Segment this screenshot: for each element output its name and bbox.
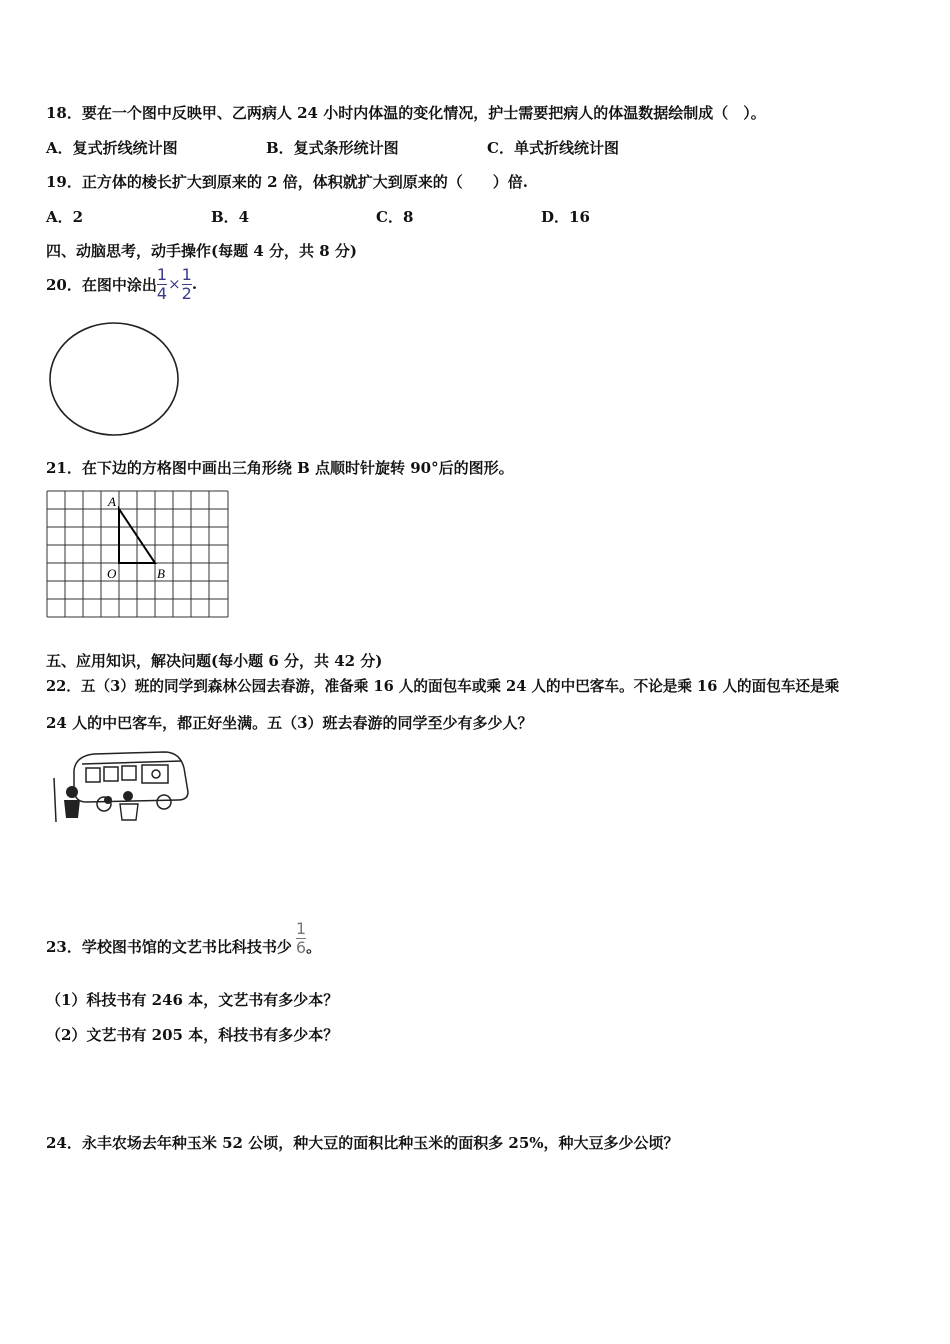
q23-sub2: （2）文艺书有 205 本，科技书有多少本？ bbox=[46, 1026, 339, 1044]
q23-frac-den: 6 bbox=[295, 937, 307, 957]
q19-option-d[interactable]: D．16 bbox=[541, 208, 590, 226]
q18-option-a[interactable]: A．复式折线统计图 bbox=[46, 139, 178, 157]
q19-option-b[interactable]: B．4 bbox=[211, 208, 250, 226]
q22-line1: 22．五（3）班的同学到森林公园去春游，准备乘 16 人的面包车或乘 24 人的中巴客车。不论是乘 16 人的面包车还是乘 bbox=[46, 678, 840, 695]
section5-heading: 五、应用知识，解决问题(每小题 6 分，共 42 分) bbox=[46, 652, 383, 670]
q20-circle-figure[interactable] bbox=[46, 320, 182, 438]
q20-frac2-num: 1 bbox=[181, 264, 192, 284]
q20-line bbox=[46, 264, 197, 304]
q22-line2: 24 人的中巴客车，都正好坐满。五（3）班去春游的同学至少有多少人？ bbox=[46, 714, 533, 732]
q21-grid-figure[interactable] bbox=[46, 490, 232, 622]
q23-fraction bbox=[295, 918, 307, 957]
section4-heading: 四、动脑思考，动手操作(每题 4 分，共 8 分) bbox=[46, 242, 357, 260]
q23-frac-num: 1 bbox=[295, 918, 307, 938]
q21-label-b: B bbox=[157, 566, 165, 581]
q21-label-o: O bbox=[107, 566, 117, 581]
q19-text: 19．正方体的棱长扩大到原来的 2 倍，体积就扩大到原来的（ ）倍. bbox=[46, 173, 528, 191]
q21-text: 21．在下边的方格图中画出三角形绕 B 点顺时针旋转 90°后的图形。 bbox=[46, 459, 514, 477]
q20-times: × bbox=[168, 275, 181, 293]
q20-frac1-num: 1 bbox=[156, 264, 168, 284]
q20-suffix: . bbox=[191, 275, 198, 293]
q19-option-a[interactable]: A．2 bbox=[46, 208, 84, 226]
q20-frac1-den: 4 bbox=[156, 283, 168, 303]
q20-prefix: 20．在图中涂出 bbox=[46, 275, 157, 294]
q22-bus-illustration bbox=[46, 748, 191, 824]
q18-option-b[interactable]: B．复式条形统计图 bbox=[266, 139, 399, 157]
q23-sub1: （1）科技书有 246 本，文艺书有多少本？ bbox=[46, 991, 339, 1009]
q19-option-c[interactable]: C．8 bbox=[376, 208, 414, 226]
q18-option-c[interactable]: C．单式折线统计图 bbox=[487, 139, 619, 157]
q24-text: 24．永丰农场去年种玉米 52 公顷，种大豆的面积比种玉米的面积多 25%，种大豆多少公顷？ bbox=[46, 1134, 679, 1152]
q23-suffix: 。 bbox=[306, 937, 322, 956]
q20-fraction-2 bbox=[181, 264, 192, 303]
q20-frac2-den: 2 bbox=[181, 283, 192, 303]
q23-line bbox=[46, 918, 322, 966]
q20-fraction-1 bbox=[156, 264, 168, 303]
q21-label-a: A bbox=[108, 494, 116, 509]
q18-text: 18．要在一个图中反映甲、乙两病人 24 小时内体温的变化情况，护士需要把病人的体温数据绘制成（ ）。 bbox=[46, 104, 766, 122]
q23-prefix: 23．学校图书馆的文艺书比科技书少 bbox=[46, 937, 292, 956]
